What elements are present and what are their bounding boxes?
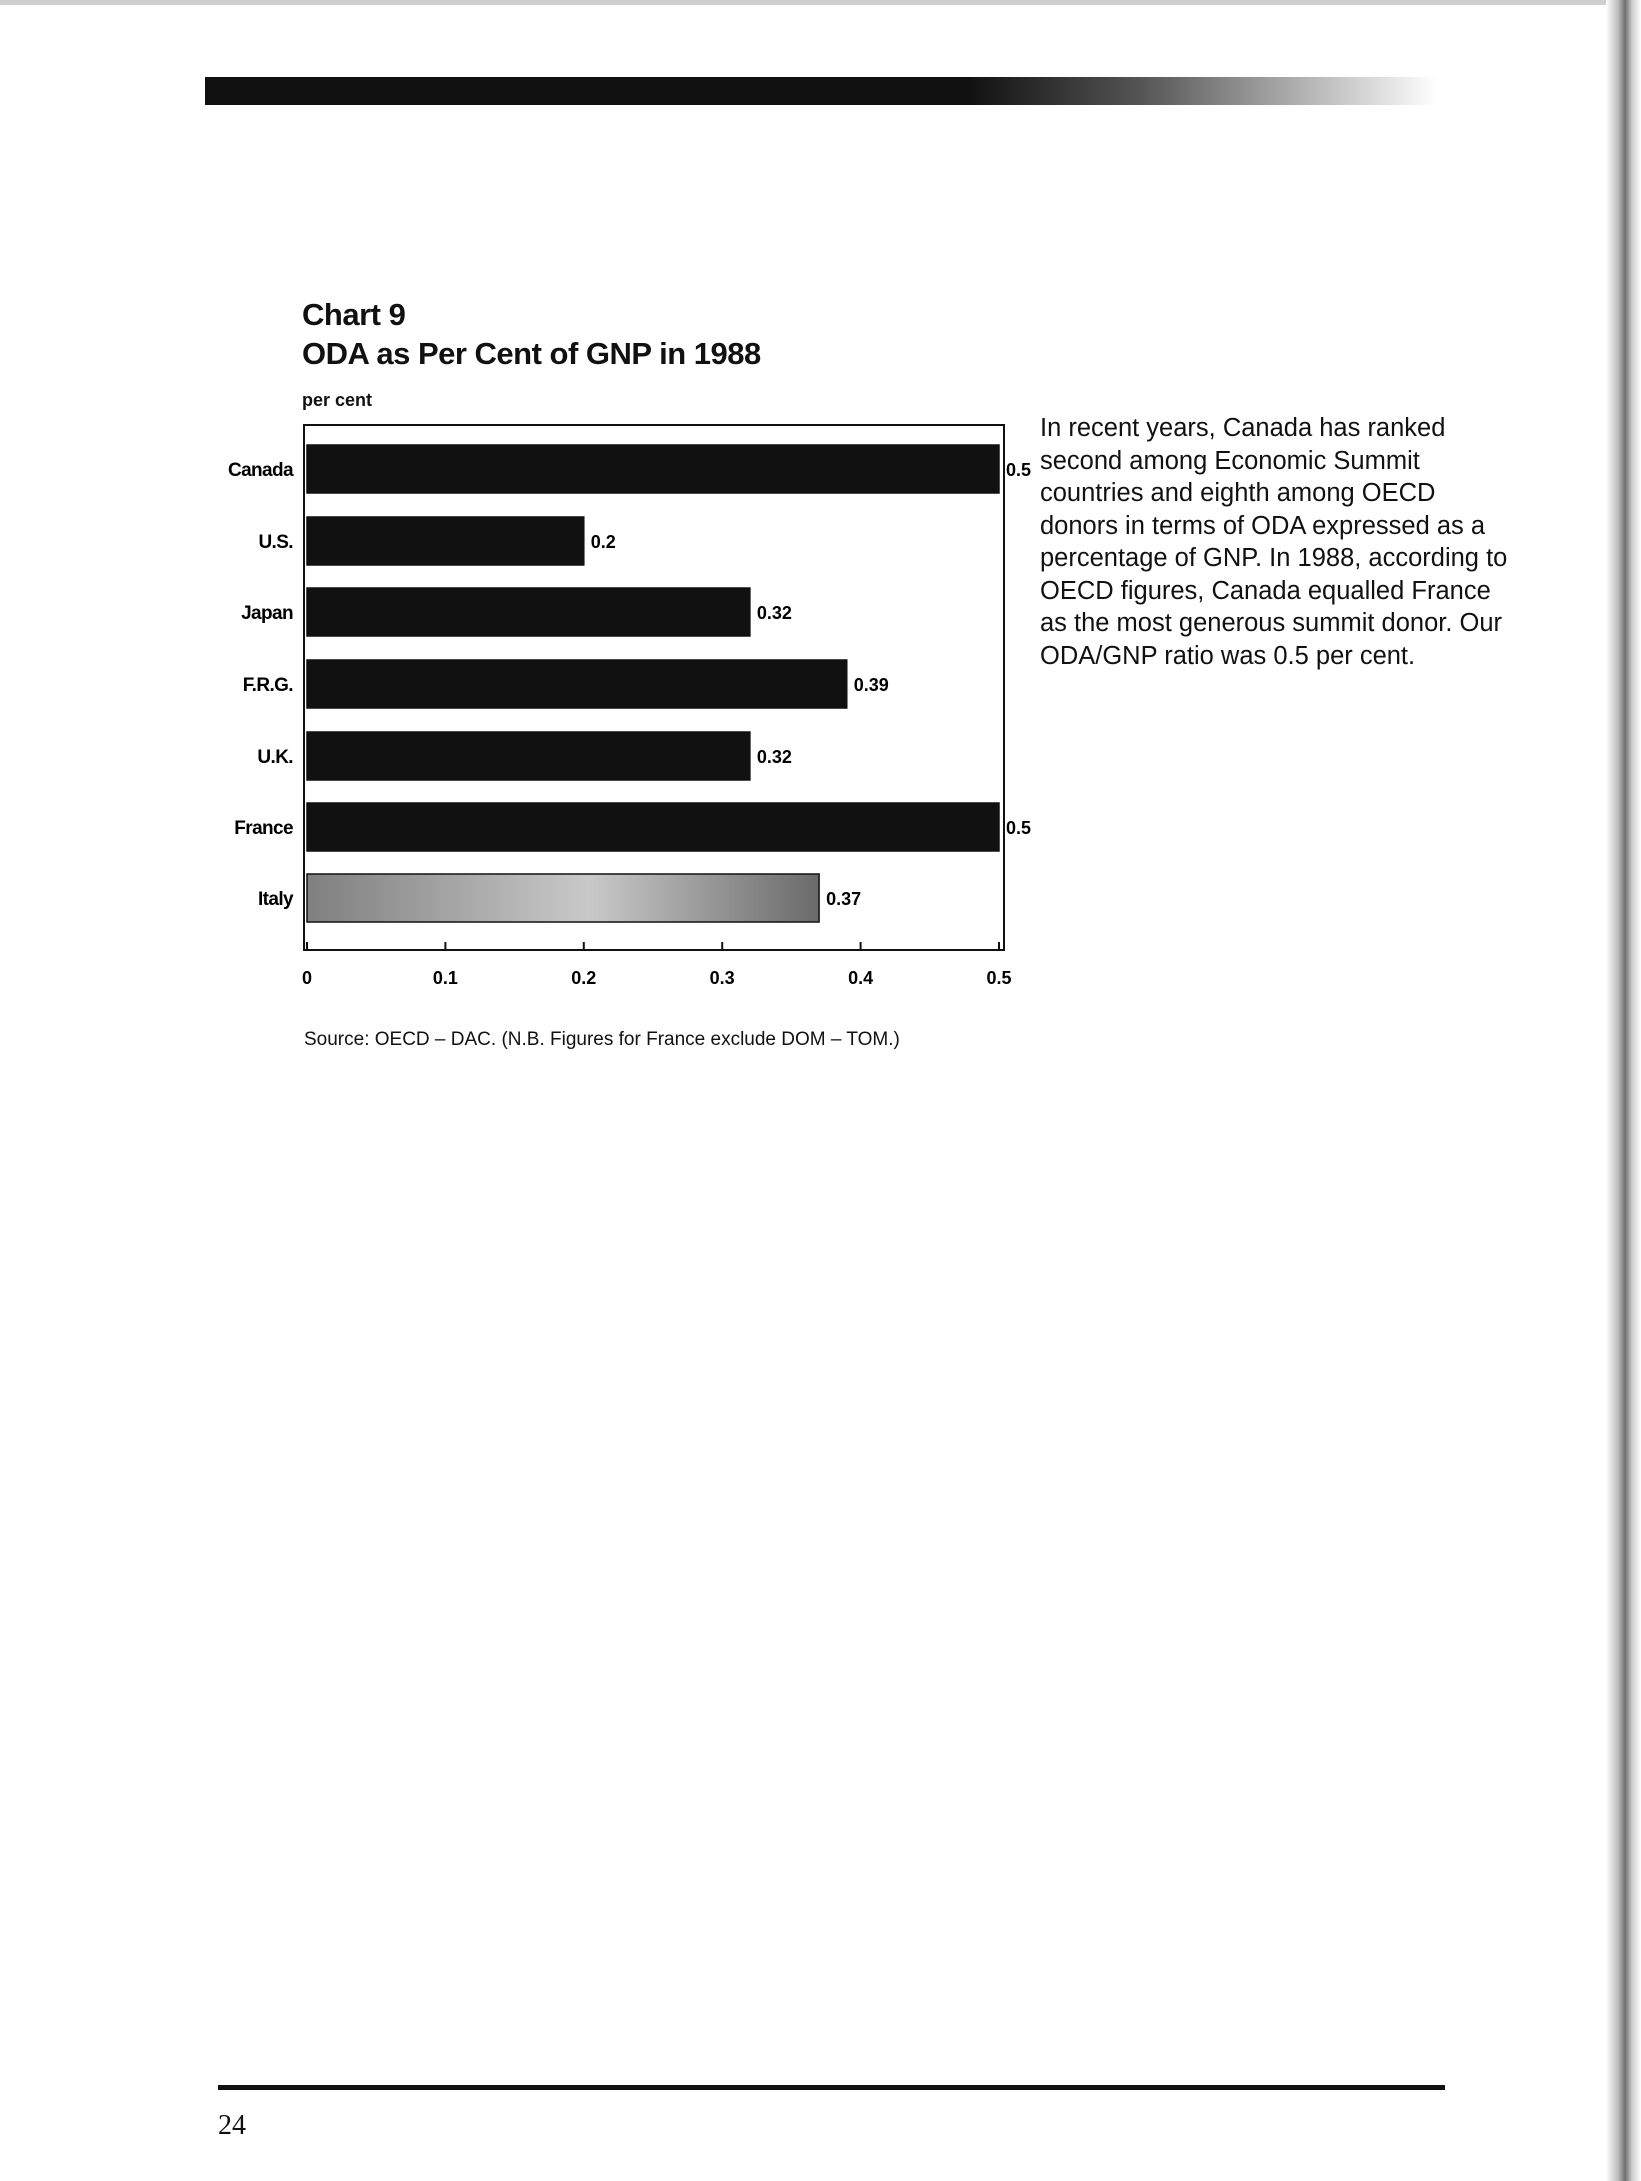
x-tick-label: 0.3 — [709, 968, 735, 988]
chart-title: ODA as Per Cent of GNP in 1988 — [302, 336, 761, 371]
x-tick-label: 0 — [301, 968, 313, 988]
footer-rule — [218, 2085, 1445, 2090]
x-tick-label: 0.2 — [571, 968, 597, 988]
data-label: 0.32 — [756, 603, 792, 623]
side-paragraph: In recent years, Canada has ranked second among Economic Summit countries and eighth among OECD donors in terms of ODA expressed as a percentage of GNP. In 1988, according to OECD figures, Canada equalled France as the most generous summit donor. Our ODA/GNP ratio was 0.5 per cent. — [1040, 414, 1508, 670]
page-right-edge — [1606, 0, 1641, 2181]
data-label: 0.39 — [853, 675, 889, 695]
bar-chart — [190, 412, 1032, 992]
data-label: 0.37 — [826, 889, 862, 909]
category-label: F.R.G. — [242, 675, 293, 696]
x-tick-label: 0.5 — [986, 968, 1012, 988]
bar-us — [307, 517, 584, 565]
bar-canada — [307, 445, 999, 493]
data-label: 0.32 — [756, 747, 792, 767]
bar-france — [307, 803, 999, 851]
x-tick-label: 0.1 — [432, 968, 458, 988]
bar-japan — [307, 588, 750, 636]
source-note: Source: OECD – DAC. (N.B. Figures for France exclude DOM – TOM.) — [304, 1029, 900, 1050]
category-label: Japan — [241, 603, 293, 624]
page-top-edge — [0, 0, 1620, 5]
bar-frg — [307, 660, 847, 708]
data-label: 0.5 — [1006, 818, 1032, 838]
header-bar — [205, 77, 1437, 105]
category-label: U.S. — [258, 532, 293, 553]
bar-italy — [307, 874, 819, 922]
chart-unit-label: per cent — [302, 390, 373, 410]
data-label: 0.2 — [590, 532, 616, 552]
chart-number: Chart 9 — [302, 297, 406, 332]
category-label: U.K. — [257, 747, 293, 768]
bar-uk — [307, 732, 750, 780]
x-tick-label: 0.4 — [848, 968, 874, 988]
category-label: Canada — [227, 460, 293, 481]
category-label: Italy — [257, 889, 293, 910]
category-label: France — [234, 818, 293, 839]
page-number: 24 — [218, 2110, 246, 2141]
data-label: 0.5 — [1006, 460, 1032, 480]
